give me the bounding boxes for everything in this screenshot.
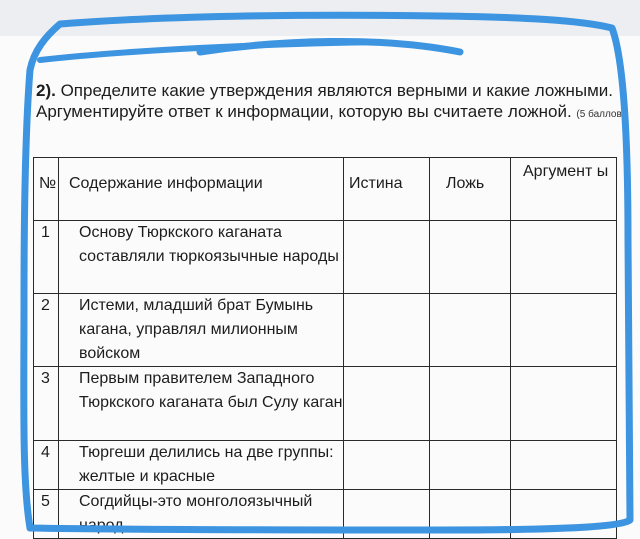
table-row — [34, 490, 617, 539]
argument-cell[interactable] — [511, 441, 617, 490]
false-cell[interactable] — [430, 294, 511, 367]
argument-cell[interactable] — [511, 490, 617, 539]
row-statement: Тюргеши делились на две группы: желтые и красные — [59, 441, 344, 490]
task-number: 2). — [36, 81, 56, 100]
row-statement: Согдийцы-это монголоязычный народ, — [59, 490, 344, 539]
top-background-band — [0, 0, 640, 36]
table-row — [34, 367, 617, 441]
task-instructions — [36, 80, 626, 125]
header-number: № — [34, 158, 59, 221]
table-row — [34, 294, 617, 367]
row-statement: Первым правителем Западного Тюркского каганата был Сулу каган — [59, 367, 344, 441]
header-content: Содержание информации — [59, 158, 344, 221]
false-cell[interactable] — [430, 490, 511, 539]
header-true: Истина — [344, 158, 430, 221]
true-cell[interactable] — [344, 441, 430, 490]
false-cell[interactable] — [430, 441, 511, 490]
table-row — [34, 221, 617, 294]
table-header-row — [34, 158, 617, 221]
row-number: 3 — [34, 367, 59, 441]
argument-cell[interactable] — [511, 367, 617, 441]
false-cell[interactable] — [430, 367, 511, 441]
task-text: Определите какие утверждения являются верными и какие ложными. Аргументируйте ответ к информации, которую вы считаете ложной. — [36, 81, 614, 121]
true-cell[interactable] — [344, 221, 430, 294]
table-row — [34, 441, 617, 490]
header-argument: Аргумент ы — [511, 158, 617, 221]
task-points: (5 баллов) — [576, 109, 626, 120]
row-number: 5 — [34, 490, 59, 539]
false-cell[interactable] — [430, 221, 511, 294]
row-number: 2 — [34, 294, 59, 367]
row-statement: Основу Тюркского каганата составляли тюркоязычные народы — [59, 221, 344, 294]
true-cell[interactable] — [344, 490, 430, 539]
header-false: Ложь — [430, 158, 511, 221]
statements-table — [33, 157, 617, 539]
true-cell[interactable] — [344, 294, 430, 367]
row-number: 4 — [34, 441, 59, 490]
row-number: 1 — [34, 221, 59, 294]
argument-cell[interactable] — [511, 294, 617, 367]
argument-cell[interactable] — [511, 221, 617, 294]
true-cell[interactable] — [344, 367, 430, 441]
row-statement: Истеми, младший брат Бумынь кагана, управлял милионным войском — [59, 294, 344, 367]
